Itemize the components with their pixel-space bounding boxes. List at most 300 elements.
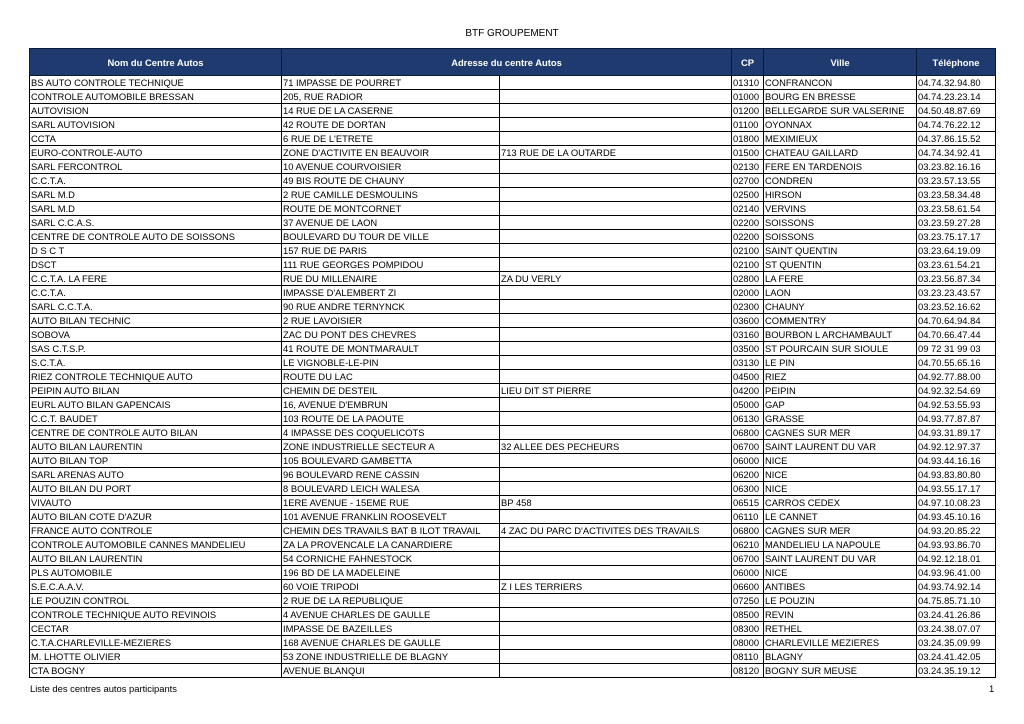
centres-table: [29, 48, 996, 678]
table-row: [30, 272, 996, 286]
cell-adresse-complement: [500, 482, 732, 496]
cell-cp: 02200: [732, 216, 764, 230]
cell-cp: 06130: [732, 412, 764, 426]
cell-ville: LA FERE: [764, 272, 917, 286]
cell-ville: LE POUZIN: [764, 594, 917, 608]
table-row: [30, 496, 996, 510]
cell-adresse-complement: [500, 188, 732, 202]
cell-adresse-complement: [500, 636, 732, 650]
cell-telephone: 04.92.53.55.93: [917, 398, 996, 412]
cell-telephone: 04.93.20.85.22: [917, 524, 996, 538]
cell-telephone: 04.74.76.22.12: [917, 118, 996, 132]
cell-telephone: 03.23.56.87.34: [917, 272, 996, 286]
cell-adresse: 157 RUE DE PARIS: [282, 244, 500, 258]
cell-ville: CONFRANCON: [764, 76, 917, 90]
cell-adresse: 2 RUE LAVOISIER: [282, 314, 500, 328]
cell-cp: 06600: [732, 580, 764, 594]
cell-telephone: 04.93.74.92.14: [917, 580, 996, 594]
cell-adresse-complement: [500, 650, 732, 664]
cell-nom: C.T.A.CHARLEVILLE-MEZIERES: [30, 636, 282, 650]
cell-cp: 01800: [732, 132, 764, 146]
cell-nom: PEIPIN AUTO BILAN: [30, 384, 282, 398]
cell-nom: S.E.C.A.A.V.: [30, 580, 282, 594]
cell-ville: BELLEGARDE SUR VALSERINE: [764, 104, 917, 118]
cell-ville: SAINT QUENTIN: [764, 244, 917, 258]
cell-adresse-complement: [500, 664, 732, 678]
cell-cp: 07250: [732, 594, 764, 608]
cell-telephone: 04.74.32.94.80: [917, 76, 996, 90]
footer-caption: Liste des centres autos participants: [30, 683, 177, 694]
cell-adresse-complement: [500, 132, 732, 146]
cell-ville: HIRSON: [764, 188, 917, 202]
cell-cp: 03130: [732, 356, 764, 370]
cell-telephone: 03.23.52.16.62: [917, 300, 996, 314]
cell-cp: 02100: [732, 258, 764, 272]
cell-ville: NICE: [764, 566, 917, 580]
cell-adresse-complement: [500, 356, 732, 370]
cell-adresse: RUE DU MILLENAIRE: [282, 272, 500, 286]
cell-cp: 01100: [732, 118, 764, 132]
cell-telephone: 03.24.35.09.99: [917, 636, 996, 650]
cell-adresse-complement: [500, 538, 732, 552]
table-row: [30, 230, 996, 244]
table-row: [30, 244, 996, 258]
cell-ville: ANTIBES: [764, 580, 917, 594]
cell-cp: 02500: [732, 188, 764, 202]
table-row: [30, 468, 996, 482]
table-row: [30, 650, 996, 664]
cell-nom: FRANCE AUTO CONTROLE: [30, 524, 282, 538]
table-row: [30, 202, 996, 216]
cell-adresse: CHEMIN DES TRAVAILS BAT B ILOT TRAVAIL: [282, 524, 500, 538]
cell-nom: CENTRE DE CONTROLE AUTO BILAN: [30, 426, 282, 440]
cell-nom: CTA BOGNY: [30, 664, 282, 678]
cell-nom: SARL M.D: [30, 202, 282, 216]
cell-ville: LAON: [764, 286, 917, 300]
table-row: [30, 412, 996, 426]
cell-ville: CONDREN: [764, 174, 917, 188]
cell-ville: SAINT LAURENT DU VAR: [764, 440, 917, 454]
cell-nom: C.C.T.A.: [30, 174, 282, 188]
cell-telephone: 03.23.58.34.48: [917, 188, 996, 202]
cell-telephone: 04.92.12.97.37: [917, 440, 996, 454]
cell-adresse: 2 RUE CAMILLE DESMOULINS: [282, 188, 500, 202]
cell-adresse-complement: [500, 594, 732, 608]
table-row: [30, 524, 996, 538]
cell-adresse-complement: [500, 258, 732, 272]
cell-nom: VIVAUTO: [30, 496, 282, 510]
cell-cp: 08110: [732, 650, 764, 664]
cell-nom: DSCT: [30, 258, 282, 272]
cell-adresse: LE VIGNOBLE-LE-PIN: [282, 356, 500, 370]
cell-adresse-complement: Z I LES TERRIERS: [500, 580, 732, 594]
cell-adresse: 71 IMPASSE DE POURRET: [282, 76, 500, 90]
cell-adresse-complement: 713 RUE DE LA OUTARDE: [500, 146, 732, 160]
cell-cp: 04500: [732, 370, 764, 384]
cell-nom: CECTAR: [30, 622, 282, 636]
cell-telephone: 04.70.55.65.16: [917, 356, 996, 370]
cell-nom: S.C.T.A.: [30, 356, 282, 370]
cell-adresse-complement: [500, 216, 732, 230]
cell-telephone: 04.50.48.87.69: [917, 104, 996, 118]
cell-cp: 08300: [732, 622, 764, 636]
cell-adresse: ZONE INDUSTRIELLE SECTEUR A: [282, 440, 500, 454]
cell-telephone: 03.24.38.07.07: [917, 622, 996, 636]
cell-nom: AUTO BILAN TOP: [30, 454, 282, 468]
cell-adresse-complement: [500, 510, 732, 524]
cell-telephone: 04.93.44.16.16: [917, 454, 996, 468]
cell-ville: RIEZ: [764, 370, 917, 384]
cell-nom: RIEZ CONTROLE TECHNIQUE AUTO: [30, 370, 282, 384]
cell-ville: NICE: [764, 482, 917, 496]
cell-adresse-complement: [500, 286, 732, 300]
cell-nom: C.C.T. BAUDET: [30, 412, 282, 426]
table-row: [30, 146, 996, 160]
cell-telephone: 04.92.77.88.00: [917, 370, 996, 384]
cell-adresse: ZA LA PROVENCALE LA CANARDIERE: [282, 538, 500, 552]
cell-ville: SOISSONS: [764, 216, 917, 230]
cell-cp: 02140: [732, 202, 764, 216]
cell-nom: CONTROLE AUTOMOBILE BRESSAN: [30, 90, 282, 104]
cell-telephone: 04.93.93.86.70: [917, 538, 996, 552]
cell-telephone: 04.75.85.71.10: [917, 594, 996, 608]
cell-ville: CHAUNY: [764, 300, 917, 314]
cell-nom: AUTO BILAN LAURENTIN: [30, 440, 282, 454]
table-row: [30, 622, 996, 636]
cell-telephone: 03.23.58.61.54: [917, 202, 996, 216]
table-row: [30, 664, 996, 678]
cell-cp: 02800: [732, 272, 764, 286]
cell-adresse-complement: [500, 160, 732, 174]
cell-cp: 06515: [732, 496, 764, 510]
cell-cp: 02700: [732, 174, 764, 188]
cell-nom: CCTA: [30, 132, 282, 146]
cell-nom: SARL ARENAS AUTO: [30, 468, 282, 482]
cell-adresse-complement: [500, 104, 732, 118]
cell-ville: FERE EN TARDENOIS: [764, 160, 917, 174]
cell-ville: CHATEAU GAILLARD: [764, 146, 917, 160]
cell-telephone: 03.24.41.26.86: [917, 608, 996, 622]
cell-cp: 02100: [732, 244, 764, 258]
cell-cp: 02000: [732, 286, 764, 300]
cell-nom: C.C.T.A.: [30, 286, 282, 300]
cell-telephone: 04.74.34.92.41: [917, 146, 996, 160]
cell-adresse-complement: [500, 426, 732, 440]
cell-nom: AUTO BILAN LAURENTIN: [30, 552, 282, 566]
cell-nom: AUTO BILAN COTE D'AZUR: [30, 510, 282, 524]
cell-adresse-complement: [500, 244, 732, 258]
cell-telephone: 04.93.45.10.16: [917, 510, 996, 524]
cell-adresse-complement: 32 ALLEE DES PECHEURS: [500, 440, 732, 454]
cell-ville: SOISSONS: [764, 230, 917, 244]
column-header-ville: Ville: [764, 49, 917, 76]
cell-telephone: 04.93.31.89.17: [917, 426, 996, 440]
cell-cp: 06200: [732, 468, 764, 482]
cell-adresse: 2 RUE DE LA REPUBLIQUE: [282, 594, 500, 608]
cell-telephone: 03.23.23.43.57: [917, 286, 996, 300]
table-row: [30, 286, 996, 300]
cell-ville: COMMENTRY: [764, 314, 917, 328]
cell-adresse: 4 AVENUE CHARLES DE GAULLE: [282, 608, 500, 622]
cell-nom: CENTRE DE CONTROLE AUTO DE SOISSONS: [30, 230, 282, 244]
cell-cp: 08000: [732, 636, 764, 650]
table-row: [30, 580, 996, 594]
cell-adresse: ROUTE DU LAC: [282, 370, 500, 384]
cell-nom: AUTO BILAN DU PORT: [30, 482, 282, 496]
cell-cp: 08120: [732, 664, 764, 678]
cell-adresse: 10 AVENUE COURVOISIER: [282, 160, 500, 174]
cell-cp: 06700: [732, 552, 764, 566]
table-row: [30, 314, 996, 328]
cell-nom: SARL FERCONTROL: [30, 160, 282, 174]
cell-telephone: 04.93.77.87.87: [917, 412, 996, 426]
cell-ville: ST POURCAIN SUR SIOULE: [764, 342, 917, 356]
cell-adresse: BOULEVARD DU TOUR DE VILLE: [282, 230, 500, 244]
table-row: [30, 76, 996, 90]
cell-adresse-complement: [500, 552, 732, 566]
table-body: [30, 76, 996, 678]
cell-cp: 01000: [732, 90, 764, 104]
cell-ville: VERVINS: [764, 202, 917, 216]
cell-telephone: 03.24.41.42.05: [917, 650, 996, 664]
table-row: [30, 608, 996, 622]
table-row: [30, 384, 996, 398]
cell-adresse: IMPASSE D'ALEMBERT ZI: [282, 286, 500, 300]
cell-adresse-complement: [500, 342, 732, 356]
cell-nom: CONTROLE TECHNIQUE AUTO REVINOIS: [30, 608, 282, 622]
cell-telephone: 04.93.96.41.00: [917, 566, 996, 580]
table-row: [30, 510, 996, 524]
cell-adresse: 4 IMPASSE DES COQUELICOTS: [282, 426, 500, 440]
table-row: [30, 216, 996, 230]
cell-adresse-complement: [500, 90, 732, 104]
cell-adresse-complement: [500, 454, 732, 468]
cell-cp: 02300: [732, 300, 764, 314]
cell-adresse-complement: [500, 398, 732, 412]
cell-adresse-complement: 4 ZAC DU PARC D'ACTIVITES DES TRAVAILS: [500, 524, 732, 538]
cell-adresse: 196 BD DE LA MADELEINE: [282, 566, 500, 580]
cell-adresse: CHEMIN DE DESTEIL: [282, 384, 500, 398]
cell-adresse: 60 VOIE TRIPODI: [282, 580, 500, 594]
cell-telephone: 04.70.64.94.84: [917, 314, 996, 328]
cell-adresse-complement: LIEU DIT ST PIERRE: [500, 384, 732, 398]
cell-ville: SAINT LAURENT DU VAR: [764, 552, 917, 566]
cell-ville: RETHEL: [764, 622, 917, 636]
cell-ville: CHARLEVILLE MEZIERES: [764, 636, 917, 650]
cell-ville: BOURBON L ARCHAMBAULT: [764, 328, 917, 342]
table-row: [30, 174, 996, 188]
cell-nom: EURL AUTO BILAN GAPENCAIS: [30, 398, 282, 412]
cell-cp: 01500: [732, 146, 764, 160]
cell-ville: LE PIN: [764, 356, 917, 370]
cell-cp: 06210: [732, 538, 764, 552]
cell-cp: 01310: [732, 76, 764, 90]
table-row: [30, 370, 996, 384]
cell-ville: CARROS CEDEX: [764, 496, 917, 510]
cell-cp: 06000: [732, 454, 764, 468]
cell-adresse: ROUTE DE MONTCORNET: [282, 202, 500, 216]
cell-ville: NICE: [764, 468, 917, 482]
cell-ville: NICE: [764, 454, 917, 468]
cell-adresse-complement: [500, 370, 732, 384]
cell-adresse-complement: BP 458: [500, 496, 732, 510]
cell-telephone: 04.97.10.08.23: [917, 496, 996, 510]
table-row: [30, 636, 996, 650]
cell-nom: AUTOVISION: [30, 104, 282, 118]
table-row: [30, 566, 996, 580]
cell-adresse-complement: [500, 328, 732, 342]
table-row: [30, 342, 996, 356]
cell-ville: REVIN: [764, 608, 917, 622]
cell-adresse: IMPASSE DE BAZEILLES: [282, 622, 500, 636]
cell-cp: 06800: [732, 426, 764, 440]
cell-nom: SARL C.C.T.A.: [30, 300, 282, 314]
cell-adresse: 105 BOULEVARD GAMBETTA: [282, 454, 500, 468]
column-header-adresse: Adresse du centre Autos: [282, 49, 732, 76]
cell-telephone: 03.24.35.19.12: [917, 664, 996, 678]
table-row: [30, 454, 996, 468]
cell-adresse: 96 BOULEVARD RENE CASSIN: [282, 468, 500, 482]
table-row: [30, 258, 996, 272]
cell-cp: 02200: [732, 230, 764, 244]
cell-cp: 05000: [732, 398, 764, 412]
cell-cp: 06110: [732, 510, 764, 524]
cell-adresse-complement: [500, 174, 732, 188]
column-header-cp: CP: [732, 49, 764, 76]
cell-adresse-complement: [500, 314, 732, 328]
cell-cp: 03160: [732, 328, 764, 342]
cell-nom: C.C.T.A. LA FERE: [30, 272, 282, 286]
table-row: [30, 398, 996, 412]
cell-cp: 06800: [732, 524, 764, 538]
table-row: [30, 188, 996, 202]
cell-ville: PEIPIN: [764, 384, 917, 398]
cell-adresse: 53 ZONE INDUSTRIELLE DE BLAGNY: [282, 650, 500, 664]
table-row: [30, 538, 996, 552]
cell-adresse-complement: [500, 118, 732, 132]
cell-ville: CAGNES SUR MER: [764, 426, 917, 440]
cell-cp: 02130: [732, 160, 764, 174]
cell-nom: SARL C.C.A.S.: [30, 216, 282, 230]
cell-nom: BS AUTO CONTROLE TECHNIQUE: [30, 76, 282, 90]
table-row: [30, 104, 996, 118]
cell-adresse: 49 BIS ROUTE DE CHAUNY: [282, 174, 500, 188]
cell-telephone: 04.92.12.18.01: [917, 552, 996, 566]
cell-nom: SARL M.D: [30, 188, 282, 202]
cell-ville: GAP: [764, 398, 917, 412]
cell-adresse: 111 RUE GEORGES POMPIDOU: [282, 258, 500, 272]
cell-telephone: 03.23.82.16.16: [917, 160, 996, 174]
cell-cp: 06700: [732, 440, 764, 454]
cell-telephone: 03.23.75.17.17: [917, 230, 996, 244]
cell-cp: 06300: [732, 482, 764, 496]
table-row: [30, 426, 996, 440]
column-header-telephone: Téléphone: [917, 49, 996, 76]
cell-adresse: 168 AVENUE CHARLES DE GAULLE: [282, 636, 500, 650]
cell-adresse-complement: [500, 76, 732, 90]
cell-adresse-complement: [500, 412, 732, 426]
cell-adresse: 16, AVENUE D'EMBRUN: [282, 398, 500, 412]
cell-cp: 01200: [732, 104, 764, 118]
table-header-row: [30, 49, 996, 76]
cell-ville: CAGNES SUR MER: [764, 524, 917, 538]
cell-cp: 03500: [732, 342, 764, 356]
cell-ville: BOURG EN BRESSE: [764, 90, 917, 104]
cell-adresse: 54 CORNICHE FAHNESTOCK: [282, 552, 500, 566]
cell-cp: 03600: [732, 314, 764, 328]
cell-telephone: 04.93.55.17.17: [917, 482, 996, 496]
cell-adresse-complement: ZA DU VERLY: [500, 272, 732, 286]
cell-nom: SAS C.T.S.P.: [30, 342, 282, 356]
page-number: 1: [989, 683, 995, 694]
cell-ville: BLAGNY: [764, 650, 917, 664]
cell-telephone: 04.37.86.15.52: [917, 132, 996, 146]
cell-adresse: ZONE D'ACTIVITE EN BEAUVOIR: [282, 146, 500, 160]
cell-telephone: 04.92.32.54.69: [917, 384, 996, 398]
cell-adresse-complement: [500, 566, 732, 580]
cell-nom: M. LHOTTE OLIVIER: [30, 650, 282, 664]
cell-cp: 08500: [732, 608, 764, 622]
table-row: [30, 356, 996, 370]
cell-adresse: 90 RUE ANDRE TERNYNCK: [282, 300, 500, 314]
cell-nom: LE POUZIN CONTROL: [30, 594, 282, 608]
cell-nom: EURO-CONTROLE-AUTO: [30, 146, 282, 160]
cell-telephone: 04.93.83.80.80: [917, 468, 996, 482]
cell-adresse-complement: [500, 202, 732, 216]
cell-adresse: 14 RUE DE LA CASERNE: [282, 104, 500, 118]
cell-adresse-complement: [500, 230, 732, 244]
cell-telephone: 04.74.23.23.14: [917, 90, 996, 104]
table-row: [30, 300, 996, 314]
table-row: [30, 440, 996, 454]
cell-adresse: 103 ROUTE DE LA PAOUTE: [282, 412, 500, 426]
cell-nom: SARL AUTOVISION: [30, 118, 282, 132]
table-row: [30, 328, 996, 342]
cell-adresse-complement: [500, 468, 732, 482]
table-row: [30, 552, 996, 566]
table-row: [30, 118, 996, 132]
cell-adresse: 37 AVENUE DE LAON: [282, 216, 500, 230]
cell-nom: PLS AUTOMOBILE: [30, 566, 282, 580]
cell-adresse-complement: [500, 608, 732, 622]
column-header-nom: Nom du Centre Autos: [30, 49, 282, 76]
cell-adresse-complement: [500, 300, 732, 314]
cell-adresse: 8 BOULEVARD LEICH WALESA: [282, 482, 500, 496]
cell-adresse-complement: [500, 622, 732, 636]
cell-adresse: 41 ROUTE DE MONTMARAULT: [282, 342, 500, 356]
cell-adresse: 1ERE AVENUE - 15EME RUE: [282, 496, 500, 510]
cell-nom: CONTROLE AUTOMOBILE CANNES MANDELIEU: [30, 538, 282, 552]
cell-ville: GRASSE: [764, 412, 917, 426]
table-row: [30, 90, 996, 104]
cell-adresse: 205, RUE RADIOR: [282, 90, 500, 104]
cell-adresse: 6 RUE DE L'ETRETE: [282, 132, 500, 146]
table-row: [30, 594, 996, 608]
table-row: [30, 160, 996, 174]
cell-adresse: AVENUE BLANQUI: [282, 664, 500, 678]
cell-nom: SOBOVA: [30, 328, 282, 342]
cell-cp: 04200: [732, 384, 764, 398]
cell-telephone: 04.70.66.47.44: [917, 328, 996, 342]
cell-ville: LE CANNET: [764, 510, 917, 524]
cell-adresse: 42 ROUTE DE DORTAN: [282, 118, 500, 132]
page-title: BTF GROUPEMENT: [465, 28, 559, 39]
cell-adresse: ZAC DU PONT DES CHEVRES: [282, 328, 500, 342]
cell-telephone: 03.23.57.13.55: [917, 174, 996, 188]
cell-telephone: 03.23.59.27.28: [917, 216, 996, 230]
cell-ville: OYONNAX: [764, 118, 917, 132]
cell-nom: AUTO BILAN TECHNIC: [30, 314, 282, 328]
